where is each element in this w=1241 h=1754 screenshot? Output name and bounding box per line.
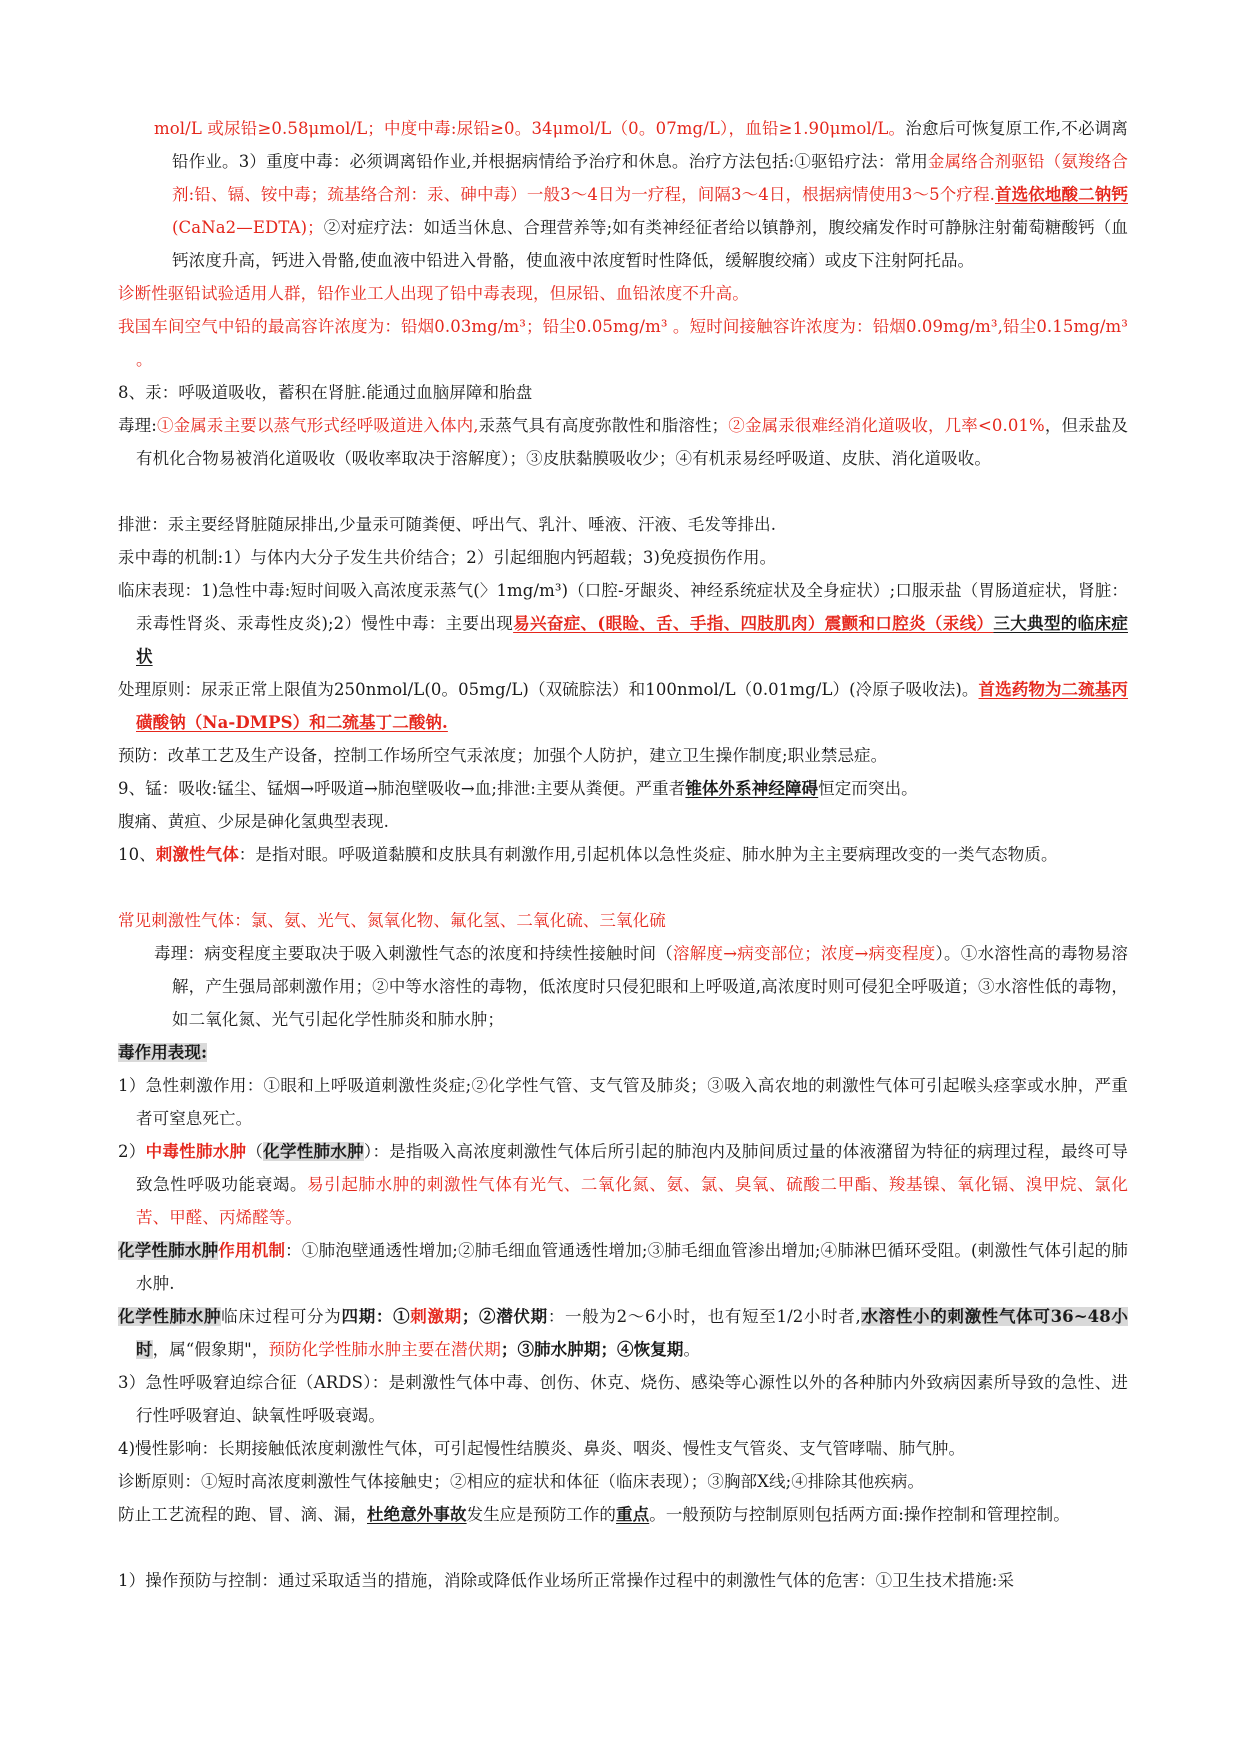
paragraph-edema-mechanism: 化学性肺水肿作用机制：①肺泡壁通透性增加;②肺毛细血管通透性增加;③肺毛细血管渗出增加;④肺淋巴循环受阻。(刺激性气体引起的肺水肿. (118, 1241, 1128, 1293)
paragraph-operational-control: 1）操作预防与控制：通过采取适当的措施，消除或降低作业场所正常操作过程中的刺激性气体的危害：①卫生技术措施:采 (118, 1571, 1015, 1590)
paragraph-edema-stages: 化学性肺水肿临床过程可分为四期：①刺激期；②潜伏期：一般为2～6小时，也有短至1/2小时者,水溶性小的刺激性气体可36~48小时，属“假象期"，预防化学性肺水肿主要在潜伏期；③肺水肿期；④恢复期。 (118, 1307, 1129, 1359)
paragraph-lead-treatment: mol/L 或尿铅≥0.58μmol/L；中度中毒:尿铅≥0。34μmol/L（0。07mg/L），血铅≥1.90μmol/L。治愈后可恢复原工作,不必调离铅作业。3）重度中毒：必须调离铅作业,并根据病情给予治疗和休息。治疗方法包括:①驱铅疗法：常用金属络合剂驱铅（氨羧络合剂:铅、镉、铵中毒；巯基络合剂：汞、砷中毒）一般3～4日为一疗程，间隔3～4日，根据病情使用3～5个疗程.首选依地酸二钠钙(CaNa2—EDTA)；②对症疗法：如适当休息、合理营养等;如有类神经征者给以镇静剂，腹绞痛发作时可静脉注射葡萄糖酸钙（血钙浓度升高，钙进入骨骼,使血液中铅进入骨骼，使血液中浓度暂时性降低，缓解腹绞痛）或皮下注射阿托品。 (154, 119, 1128, 270)
paragraph-irritant-gas-definition: 10、刺激性气体：是指对眼。呼吸道黏膜和皮肤具有刺激作用,引起机体以急性炎症、肺水肿为主主要病理改变的一类气态物质。 (118, 845, 1058, 864)
paragraph-prevention-focus: 防止工艺流程的跑、冒、滴、漏，杜绝意外事故发生应是预防工作的重点。一般预防与控制原则包括两方面:操作控制和管理控制。 (118, 1505, 1070, 1524)
paragraph-lead-exposure-limits: 我国车间空气中铅的最高容许浓度为：铅烟0.03mg/m³；铅尘0.05mg/m³ 。短时间接触容许浓度为：铅烟0.09mg/m³,铅尘0.15mg/m³ 。 (118, 317, 1128, 369)
paragraph-mercury-excretion: 排泄：汞主要经肾脏随尿排出,少量汞可随粪便、呼出气、乳汁、唾液、汗液、毛发等排出. (118, 515, 777, 534)
paragraph-manganese: 9、锰：吸收:锰尘、锰烟→呼吸道→肺泡壁吸收→血;排泄:主要从粪便。严重者锥体外系神经障碍恒定而突出。 (118, 779, 918, 798)
paragraph-mercury-mechanism: 汞中毒的机制:1）与体内大分子发生共价结合；2）引起细胞内钙超载；3)免疫损伤作用。 (118, 548, 777, 567)
paragraph-acute-irritation: 1）急性刺激作用：①眼和上呼吸道刺激性炎症;②化学性气管、支气管及肺炎；③吸入高农地的刺激性气体可引起喉头痉挛或水肿，严重者可窒息死亡。 (118, 1076, 1128, 1128)
paragraph-arsine: 腹痛、黄疸、少尿是砷化氢典型表现. (118, 812, 389, 831)
paragraph-lead-diagnostic-test: 诊断性驱铅试验适用人群，铅作业工人出现了铅中毒表现，但尿铅、血铅浓度不升高。 (118, 284, 749, 303)
paragraph-diagnosis-principles: 诊断原则：①短时高浓度刺激性气体接触史；②相应的症状和体征（临床表现）；③胸部X线;④排除其他疾病。 (118, 1472, 925, 1491)
paragraph-common-irritant-gases: 常见刺激性气体：氯、氨、光气、氮氧化物、氟化氢、二氧化硫、三氧化硫 (118, 911, 666, 930)
paragraph-irritant-toxicology: 毒理：病变程度主要取决于吸入刺激性气态的浓度和持续性接触时间（溶解度→病变部位；浓度→病变程度）。①水溶性高的毒物易溶解，产生强局部刺激作用；②中等水溶性的毒物，低浓度时只侵犯眼和上呼吸道,高浓度时则可侵犯全呼吸道；③水溶性低的毒物，如二氧化氮、光气引起化学性肺炎和肺水肿； (154, 944, 1128, 1029)
paragraph-mercury-toxicology: 毒理:①金属汞主要以蒸气形式经呼吸道进入体内,汞蒸气具有高度弥散性和脂溶性；②金属汞很难经消化道吸收，几率<0.01%，但汞盐及有机化合物易被消化道吸收（吸收率取决于溶解度）；③皮肤黏膜吸收少；④有机汞易经呼吸道、皮肤、消化道吸收。 (118, 416, 1129, 468)
paragraph-toxic-effects-heading: 毒作用表现: (118, 1043, 208, 1062)
paragraph-ards: 3）急性呼吸窘迫综合征（ARDS）：是刺激性气体中毒、创伤、休克、烧伤、感染等心源性以外的各种肺内外致病因素所导致的急性、进行性呼吸窘迫、缺氧性呼吸衰竭。 (118, 1373, 1128, 1425)
paragraph-chronic-effects: 4)慢性影响：长期接触低浓度刺激性气体，可引起慢性结膜炎、鼻炎、咽炎、慢性支气管炎、支气管哮喘、肺气肿。 (118, 1439, 966, 1458)
paragraph-mercury-heading: 8、汞：呼吸道吸收，蓄积在肾脏.能通过血脑屏障和胎盘 (118, 383, 533, 402)
paragraph-mercury-prevention: 预防：改革工艺及生产设备，控制工作场所空气汞浓度；加强个人防护，建立卫生操作制度;职业禁忌症。 (118, 746, 888, 765)
paragraph-toxic-pulmonary-edema: 2）中毒性肺水肿（化学性肺水肿）：是指吸入高浓度刺激性气体后所引起的肺泡内及肺间质过量的体液潴留为特征的病理过程，最终可导致急性呼吸功能衰竭。易引起肺水肿的刺激性气体有光气、二氧化氮、氨、氯、臭氧、硫酸二甲酯、羧基镍、氧化镉、溴甲烷、氯化苦、甲醛、丙烯醛等。 (118, 1142, 1128, 1227)
paragraph-mercury-clinical: 临床表现：1)急性中毒:短时间吸入高浓度汞蒸气(〉1mg/m³)（口腔-牙龈炎、神经系统症状及全身症状）;口服汞盐（胃肠道症状，肾脏：汞毒性肾炎、汞毒性皮炎);2）慢性中毒：主要出现易兴奋症、(眼睑、舌、手指、四肢肌肉）震颤和口腔炎（汞线）三大典型的临床症状 (118, 581, 1128, 666)
paragraph-mercury-treatment: 处理原则：尿汞正常上限值为250nmol/L(0。05mg/L)（双硫腙法）和100nmol/L（0.01mg/L）(冷原子吸收法)。首选药物为二巯基丙磺酸钠（Na-DMPS）和二巯基丁二酸钠. (118, 680, 1128, 732)
